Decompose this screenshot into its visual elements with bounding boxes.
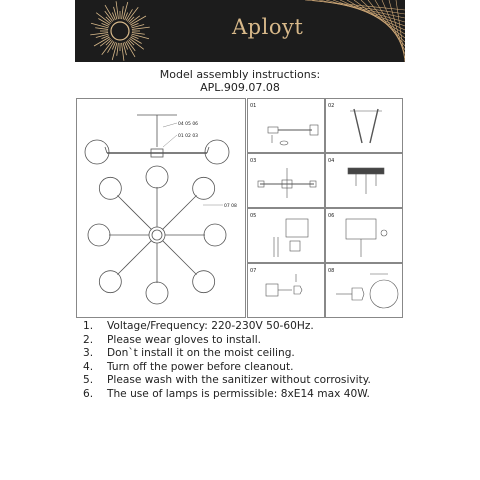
model-number: APL.909.07.08	[200, 81, 280, 94]
instruction-item	[83, 374, 371, 388]
instruction-item	[83, 361, 371, 375]
instruction-number: 3.	[83, 347, 94, 360]
callout-mid: 01 02 03	[178, 134, 199, 139]
instruction-item	[83, 388, 371, 402]
step-panel-01	[247, 98, 325, 153]
step-panel-06	[325, 208, 403, 263]
instruction-number: 6.	[83, 387, 94, 400]
brand-banner	[75, 0, 405, 62]
step-01-drawing	[248, 99, 326, 154]
step-03-drawing	[248, 154, 326, 209]
panel-number: 05	[250, 213, 257, 219]
instruction-item	[83, 347, 371, 361]
instruction-number: 2.	[83, 333, 94, 346]
panel-number: 02	[328, 103, 335, 109]
instruction-number: 4.	[83, 360, 94, 373]
instruction-text: Don`t install it on the moist ceiling.	[107, 347, 295, 360]
instruction-text: The use of lamps is permissible: 8xE14 max 40W.	[107, 387, 370, 400]
step-05-drawing	[248, 209, 326, 264]
step-02-drawing	[326, 99, 404, 154]
panel-number: 07	[250, 268, 257, 274]
panel-number: 01	[250, 103, 257, 109]
step-08-drawing	[326, 264, 404, 319]
step-06-drawing	[326, 209, 404, 264]
panel-number: 08	[328, 268, 335, 274]
step-panel-04	[325, 153, 403, 208]
instruction-number: 5.	[83, 374, 94, 387]
instruction-text: Voltage/Frequency: 220-230V 50-60Hz.	[107, 320, 314, 332]
chandelier-diagram	[76, 98, 246, 318]
callout-right: 07 08	[224, 204, 237, 209]
instruction-item	[83, 320, 371, 334]
brand-name: Aployt	[232, 15, 304, 39]
step-panel-07	[247, 263, 325, 318]
chandelier-drawing	[77, 99, 247, 319]
panel-number: 04	[328, 158, 335, 164]
callout-top: 04 05 06	[178, 122, 199, 127]
step-07-drawing	[248, 264, 326, 319]
instruction-text: Please wear gloves to install.	[107, 333, 262, 346]
panel-number: 03	[250, 158, 257, 164]
step-04-drawing	[326, 154, 404, 209]
step-panel-05	[247, 208, 325, 263]
step-panel-02	[325, 98, 403, 153]
heading-title: Model assembly instructions:	[159, 68, 321, 81]
instruction-number: 1.	[83, 320, 94, 332]
panel-number: 06	[328, 213, 335, 219]
step-panel-03	[247, 153, 325, 208]
instructions-list	[83, 320, 371, 402]
instruction-item	[83, 334, 371, 348]
step-panel-08	[325, 263, 403, 318]
instruction-text: Turn off the power before cleanout.	[107, 360, 294, 373]
instruction-text: Please wash with the sanitizer without corrosivity.	[107, 374, 371, 387]
